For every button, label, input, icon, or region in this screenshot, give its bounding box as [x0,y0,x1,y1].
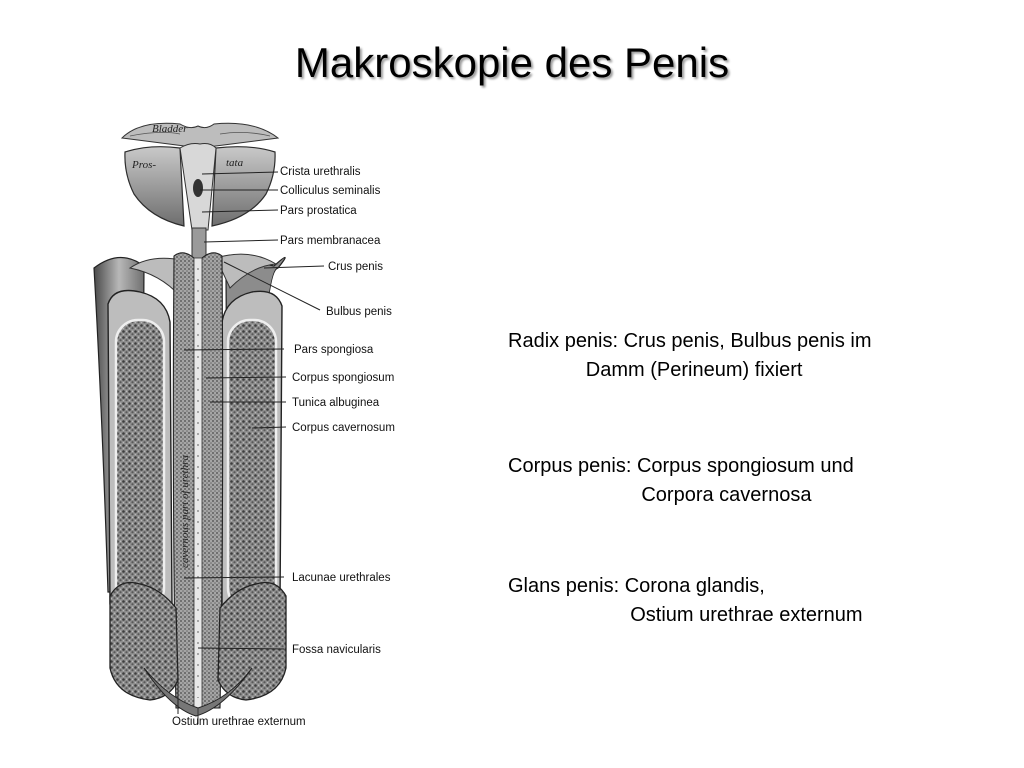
prostate-label-left: Pros- [132,159,157,171]
description-line: Corpus penis: Corpus spongiosum und [508,455,854,477]
description-glans-penis [508,572,863,630]
label-pars-prostatica: Pars prostatica [280,205,357,217]
description-corpus-penis [508,452,854,510]
label-ostium-urethrae-externum: Ostium urethrae externum [172,716,306,728]
penis-anatomy-illustration [80,108,440,740]
label-pars-spongiosa: Pars spongiosa [294,344,374,356]
prostate-label-right: tata [226,157,244,169]
label-pars-membranacea: Pars membranacea [280,235,381,247]
anatomy-figure [80,108,440,740]
label-corpus-cavernosum: Corpus cavernosum [292,422,395,434]
label-colliculus-seminalis: Colliculus seminalis [280,185,381,197]
label-tunica-albuginea: Tunica albuginea [292,397,380,409]
left-corpus-cavernosum [108,291,172,631]
description-line: Glans penis: Corona glandis, [508,575,765,597]
label-corpus-spongiosum: Corpus spongiosum [292,372,395,384]
label-crus-penis: Crus penis [328,261,383,273]
label-fossa-navicularis: Fossa navicularis [292,644,381,656]
right-corpus-cavernosum [222,291,282,630]
description-line: Ostium urethrae externum [508,604,863,626]
label-lacunae-urethrales: Lacunae urethrales [292,572,391,584]
bladder-label: Bladder [152,123,188,135]
label-crista-urethralis: Crista urethralis [280,166,361,178]
label-bulbus-penis: Bulbus penis [326,306,392,318]
slide-title: Makroskopie des Penis [294,39,730,86]
prostate-shape [125,144,275,231]
urethra-label: cavernous part of urethra [179,455,191,568]
description-line: Damm (Perineum) fixiert [508,359,803,381]
description-radix-penis [508,327,872,385]
description-line: Corpora cavernosa [508,484,812,506]
description-line: Radix penis: Crus penis, Bulbus penis im [508,330,872,352]
